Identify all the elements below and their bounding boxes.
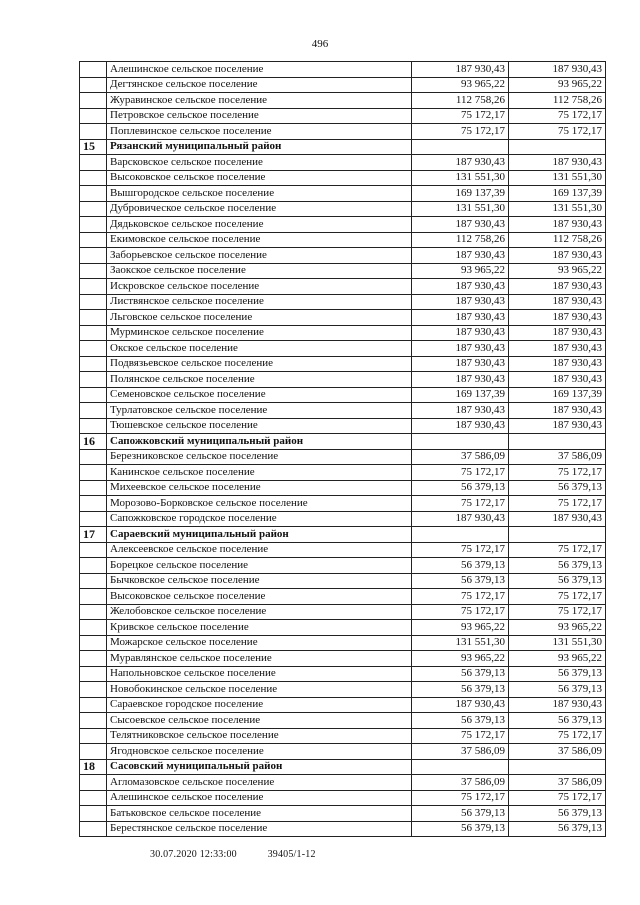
settlement-name: Искровское сельское поселение xyxy=(107,279,412,295)
row-number xyxy=(80,124,107,140)
amount-col-1: 187 930,43 xyxy=(412,341,509,357)
amount-col-2: 93 965,22 xyxy=(509,77,606,93)
amount-col-1: 56 379,13 xyxy=(412,573,509,589)
table-row xyxy=(80,573,606,589)
amount-col-1: 187 930,43 xyxy=(412,418,509,434)
amount-col-1: 56 379,13 xyxy=(412,713,509,729)
amount-col-1: 75 172,17 xyxy=(412,604,509,620)
amount-col-1 xyxy=(412,527,509,543)
amount-col-2: 75 172,17 xyxy=(509,604,606,620)
budget-table xyxy=(79,61,606,837)
row-number xyxy=(80,186,107,202)
amount-col-2: 131 551,30 xyxy=(509,201,606,217)
amount-col-1: 131 551,30 xyxy=(412,201,509,217)
amount-col-1: 112 758,26 xyxy=(412,232,509,248)
table-row xyxy=(80,325,606,341)
amount-col-2: 187 930,43 xyxy=(509,217,606,233)
row-number xyxy=(80,465,107,481)
row-number xyxy=(80,341,107,357)
amount-col-2: 187 930,43 xyxy=(509,403,606,419)
settlement-name: Телятниковское сельское поселение xyxy=(107,728,412,744)
table-row xyxy=(80,651,606,667)
settlement-name: Заборьевское сельское поселение xyxy=(107,248,412,264)
row-number xyxy=(80,93,107,109)
table-row xyxy=(80,62,606,78)
amount-col-1: 93 965,22 xyxy=(412,651,509,667)
amount-col-1: 93 965,22 xyxy=(412,263,509,279)
settlement-name: Муравлянское сельское поселение xyxy=(107,651,412,667)
settlement-name: Дядьковское сельское поселение xyxy=(107,217,412,233)
amount-col-1: 75 172,17 xyxy=(412,790,509,806)
amount-col-1: 75 172,17 xyxy=(412,728,509,744)
row-number xyxy=(80,480,107,496)
row-number: 16 xyxy=(80,434,107,450)
amount-col-1: 187 930,43 xyxy=(412,511,509,527)
row-number xyxy=(80,325,107,341)
table-row xyxy=(80,449,606,465)
settlement-name: Сапожковское городское поселение xyxy=(107,511,412,527)
settlement-name: Высоковское сельское поселение xyxy=(107,170,412,186)
amount-col-2 xyxy=(509,434,606,450)
settlement-name: Варсковское сельское поселение xyxy=(107,155,412,171)
settlement-name: Батьковское сельское поселение xyxy=(107,806,412,822)
amount-col-2: 56 379,13 xyxy=(509,821,606,837)
row-number xyxy=(80,697,107,713)
table-row xyxy=(80,279,606,295)
amount-col-1: 131 551,30 xyxy=(412,635,509,651)
amount-col-1: 169 137,39 xyxy=(412,186,509,202)
amount-col-2: 56 379,13 xyxy=(509,480,606,496)
district-row xyxy=(80,759,606,775)
amount-col-2: 75 172,17 xyxy=(509,589,606,605)
settlement-name: Поплевинское сельское поселение xyxy=(107,124,412,140)
row-number xyxy=(80,806,107,822)
table-row xyxy=(80,511,606,527)
row-number xyxy=(80,635,107,651)
row-number xyxy=(80,62,107,78)
row-number xyxy=(80,666,107,682)
table-row xyxy=(80,682,606,698)
amount-col-2: 187 930,43 xyxy=(509,248,606,264)
settlement-name: Борецкое сельское поселение xyxy=(107,558,412,574)
table-row xyxy=(80,728,606,744)
table-row xyxy=(80,418,606,434)
settlement-name: Дубровическое сельское поселение xyxy=(107,201,412,217)
table-row xyxy=(80,465,606,481)
amount-col-2: 56 379,13 xyxy=(509,558,606,574)
settlement-name: Листвянское сельское поселение xyxy=(107,294,412,310)
table-row xyxy=(80,806,606,822)
amount-col-2: 75 172,17 xyxy=(509,790,606,806)
settlement-name: Морозово-Борковское сельское поселение xyxy=(107,496,412,512)
settlement-name: Канинское сельское поселение xyxy=(107,465,412,481)
row-number xyxy=(80,310,107,326)
footer-doc-code: 39405/1-12 xyxy=(267,849,316,860)
table-row xyxy=(80,604,606,620)
amount-col-2: 187 930,43 xyxy=(509,697,606,713)
amount-col-2: 93 965,22 xyxy=(509,620,606,636)
amount-col-2: 37 586,09 xyxy=(509,775,606,791)
amount-col-1 xyxy=(412,139,509,155)
settlement-name: Вышгородское сельское поселение xyxy=(107,186,412,202)
amount-col-2: 112 758,26 xyxy=(509,93,606,109)
settlement-name: Высоковское сельское поселение xyxy=(107,589,412,605)
amount-col-2: 187 930,43 xyxy=(509,294,606,310)
amount-col-2 xyxy=(509,527,606,543)
table-row xyxy=(80,775,606,791)
amount-col-2: 187 930,43 xyxy=(509,372,606,388)
row-number xyxy=(80,821,107,837)
table-row xyxy=(80,232,606,248)
settlement-name: Рязанский муниципальный район xyxy=(107,139,412,155)
table-row xyxy=(80,620,606,636)
amount-col-2: 187 930,43 xyxy=(509,279,606,295)
amount-col-2: 131 551,30 xyxy=(509,170,606,186)
settlement-name: Дегтянское сельское поселение xyxy=(107,77,412,93)
amount-col-1: 131 551,30 xyxy=(412,170,509,186)
table-row xyxy=(80,542,606,558)
settlement-name: Алешинское сельское поселение xyxy=(107,790,412,806)
row-number: 18 xyxy=(80,759,107,775)
row-number xyxy=(80,372,107,388)
row-number xyxy=(80,728,107,744)
settlement-name: Сысоевское сельское поселение xyxy=(107,713,412,729)
amount-col-2: 187 930,43 xyxy=(509,511,606,527)
amount-col-2: 187 930,43 xyxy=(509,341,606,357)
table-row xyxy=(80,108,606,124)
row-number xyxy=(80,77,107,93)
table-row xyxy=(80,403,606,419)
amount-col-1 xyxy=(412,434,509,450)
table-row xyxy=(80,480,606,496)
settlement-name: Сапожковский муниципальный район xyxy=(107,434,412,450)
row-number xyxy=(80,682,107,698)
row-number: 17 xyxy=(80,527,107,543)
row-number xyxy=(80,775,107,791)
amount-col-1: 169 137,39 xyxy=(412,387,509,403)
settlement-name: Заокское сельское поселение xyxy=(107,263,412,279)
amount-col-2: 187 930,43 xyxy=(509,356,606,372)
amount-col-1: 187 930,43 xyxy=(412,310,509,326)
table-row xyxy=(80,790,606,806)
table-row xyxy=(80,248,606,264)
amount-col-1: 187 930,43 xyxy=(412,697,509,713)
table-row xyxy=(80,124,606,140)
amount-col-1: 37 586,09 xyxy=(412,449,509,465)
row-number xyxy=(80,713,107,729)
row-number xyxy=(80,294,107,310)
amount-col-2: 37 586,09 xyxy=(509,449,606,465)
amount-col-2: 56 379,13 xyxy=(509,682,606,698)
amount-col-2: 187 930,43 xyxy=(509,418,606,434)
settlement-name: Алексеевское сельское поселение xyxy=(107,542,412,558)
amount-col-2: 169 137,39 xyxy=(509,387,606,403)
amount-col-2: 75 172,17 xyxy=(509,728,606,744)
settlement-name: Алешинское сельское поселение xyxy=(107,62,412,78)
settlement-name: Турлатовское сельское поселение xyxy=(107,403,412,419)
row-number xyxy=(80,604,107,620)
settlement-name: Петровское сельское поселение xyxy=(107,108,412,124)
amount-col-2: 56 379,13 xyxy=(509,713,606,729)
table-row xyxy=(80,155,606,171)
table-row xyxy=(80,821,606,837)
row-number xyxy=(80,387,107,403)
settlement-name: Напольновское сельское поселение xyxy=(107,666,412,682)
settlement-name: Тюшевское сельское поселение xyxy=(107,418,412,434)
row-number xyxy=(80,279,107,295)
table-row xyxy=(80,372,606,388)
amount-col-1: 56 379,13 xyxy=(412,480,509,496)
row-number xyxy=(80,232,107,248)
amount-col-2: 93 965,22 xyxy=(509,263,606,279)
row-number xyxy=(80,217,107,233)
row-number xyxy=(80,403,107,419)
document-footer xyxy=(150,849,344,860)
amount-col-1: 187 930,43 xyxy=(412,372,509,388)
district-row xyxy=(80,527,606,543)
amount-col-1: 37 586,09 xyxy=(412,744,509,760)
settlement-name: Новобокинское сельское поселение xyxy=(107,682,412,698)
settlement-name: Екимовское сельское поселение xyxy=(107,232,412,248)
table-row xyxy=(80,666,606,682)
row-number xyxy=(80,248,107,264)
row-number xyxy=(80,496,107,512)
settlement-name: Ягодновское сельское поселение xyxy=(107,744,412,760)
amount-col-2: 187 930,43 xyxy=(509,62,606,78)
table-row xyxy=(80,744,606,760)
amount-col-1: 187 930,43 xyxy=(412,403,509,419)
amount-col-1: 56 379,13 xyxy=(412,558,509,574)
row-number xyxy=(80,155,107,171)
amount-col-2: 37 586,09 xyxy=(509,744,606,760)
amount-col-1: 75 172,17 xyxy=(412,589,509,605)
settlement-name: Сасовский муниципальный район xyxy=(107,759,412,775)
table-row xyxy=(80,263,606,279)
table-row xyxy=(80,186,606,202)
amount-col-1: 187 930,43 xyxy=(412,62,509,78)
settlement-name: Семеновское сельское поселение xyxy=(107,387,412,403)
amount-col-1: 37 586,09 xyxy=(412,775,509,791)
amount-col-2: 75 172,17 xyxy=(509,496,606,512)
amount-col-2: 93 965,22 xyxy=(509,651,606,667)
amount-col-2: 187 930,43 xyxy=(509,310,606,326)
amount-col-1: 75 172,17 xyxy=(412,108,509,124)
amount-col-2: 56 379,13 xyxy=(509,806,606,822)
amount-col-1: 187 930,43 xyxy=(412,217,509,233)
row-number xyxy=(80,511,107,527)
settlement-name: Агломазовское сельское поселение xyxy=(107,775,412,791)
settlement-name: Бычковское сельское поселение xyxy=(107,573,412,589)
amount-col-1: 75 172,17 xyxy=(412,542,509,558)
page-number: 496 xyxy=(311,38,329,50)
table-row xyxy=(80,496,606,512)
district-row xyxy=(80,139,606,155)
amount-col-2: 169 137,39 xyxy=(509,186,606,202)
row-number: 15 xyxy=(80,139,107,155)
row-number xyxy=(80,449,107,465)
row-number xyxy=(80,558,107,574)
table-row xyxy=(80,589,606,605)
amount-col-2: 112 758,26 xyxy=(509,232,606,248)
settlement-name: Михеевское сельское поселение xyxy=(107,480,412,496)
amount-col-2: 131 551,30 xyxy=(509,635,606,651)
amount-col-1: 187 930,43 xyxy=(412,248,509,264)
settlement-name: Подвязьевское сельское поселение xyxy=(107,356,412,372)
amount-col-1: 187 930,43 xyxy=(412,279,509,295)
amount-col-1: 56 379,13 xyxy=(412,682,509,698)
table-row xyxy=(80,387,606,403)
row-number xyxy=(80,573,107,589)
row-number xyxy=(80,201,107,217)
amount-col-1: 75 172,17 xyxy=(412,496,509,512)
amount-col-1: 187 930,43 xyxy=(412,325,509,341)
settlement-name: Окское сельское поселение xyxy=(107,341,412,357)
settlement-name: Берестянское сельское поселение xyxy=(107,821,412,837)
amount-col-1: 93 965,22 xyxy=(412,620,509,636)
table-row xyxy=(80,217,606,233)
amount-col-2: 56 379,13 xyxy=(509,573,606,589)
amount-col-2: 187 930,43 xyxy=(509,325,606,341)
footer-timestamp: 30.07.2020 12:33:00 xyxy=(150,849,237,860)
row-number xyxy=(80,651,107,667)
amount-col-1: 187 930,43 xyxy=(412,155,509,171)
amount-col-1: 75 172,17 xyxy=(412,465,509,481)
settlement-name: Сараевский муниципальный район xyxy=(107,527,412,543)
row-number xyxy=(80,418,107,434)
amount-col-1: 56 379,13 xyxy=(412,806,509,822)
settlement-name: Можарское сельское поселение xyxy=(107,635,412,651)
table-row xyxy=(80,635,606,651)
settlement-name: Журавинское сельское поселение xyxy=(107,93,412,109)
settlement-name: Сараевское городское поселение xyxy=(107,697,412,713)
settlement-name: Мурминское сельское поселение xyxy=(107,325,412,341)
amount-col-1: 187 930,43 xyxy=(412,294,509,310)
amount-col-2 xyxy=(509,759,606,775)
amount-col-1: 56 379,13 xyxy=(412,821,509,837)
table-row xyxy=(80,93,606,109)
table-row xyxy=(80,558,606,574)
amount-col-1: 93 965,22 xyxy=(412,77,509,93)
table-row xyxy=(80,356,606,372)
row-number xyxy=(80,263,107,279)
amount-col-2: 187 930,43 xyxy=(509,155,606,171)
table-row xyxy=(80,341,606,357)
amount-col-2: 75 172,17 xyxy=(509,542,606,558)
table-row xyxy=(80,201,606,217)
amount-col-2: 75 172,17 xyxy=(509,108,606,124)
table-row xyxy=(80,170,606,186)
row-number xyxy=(80,542,107,558)
table-row xyxy=(80,77,606,93)
amount-col-1: 187 930,43 xyxy=(412,356,509,372)
settlement-name: Желобовское сельское поселение xyxy=(107,604,412,620)
settlement-name: Березниковское сельское поселение xyxy=(107,449,412,465)
table-row xyxy=(80,294,606,310)
row-number xyxy=(80,589,107,605)
amount-col-1: 56 379,13 xyxy=(412,666,509,682)
settlement-name: Полянское сельское поселение xyxy=(107,372,412,388)
table-row xyxy=(80,713,606,729)
row-number xyxy=(80,356,107,372)
table-row xyxy=(80,697,606,713)
settlement-name: Льговское сельское поселение xyxy=(107,310,412,326)
budget-table-body xyxy=(80,62,606,837)
district-row xyxy=(80,434,606,450)
row-number xyxy=(80,790,107,806)
amount-col-2: 56 379,13 xyxy=(509,666,606,682)
row-number xyxy=(80,108,107,124)
amount-col-2: 75 172,17 xyxy=(509,465,606,481)
amount-col-1 xyxy=(412,759,509,775)
amount-col-2: 75 172,17 xyxy=(509,124,606,140)
settlement-name: Кривское сельское поселение xyxy=(107,620,412,636)
amount-col-2 xyxy=(509,139,606,155)
amount-col-1: 112 758,26 xyxy=(412,93,509,109)
row-number xyxy=(80,170,107,186)
row-number xyxy=(80,744,107,760)
row-number xyxy=(80,620,107,636)
amount-col-1: 75 172,17 xyxy=(412,124,509,140)
table-row xyxy=(80,310,606,326)
